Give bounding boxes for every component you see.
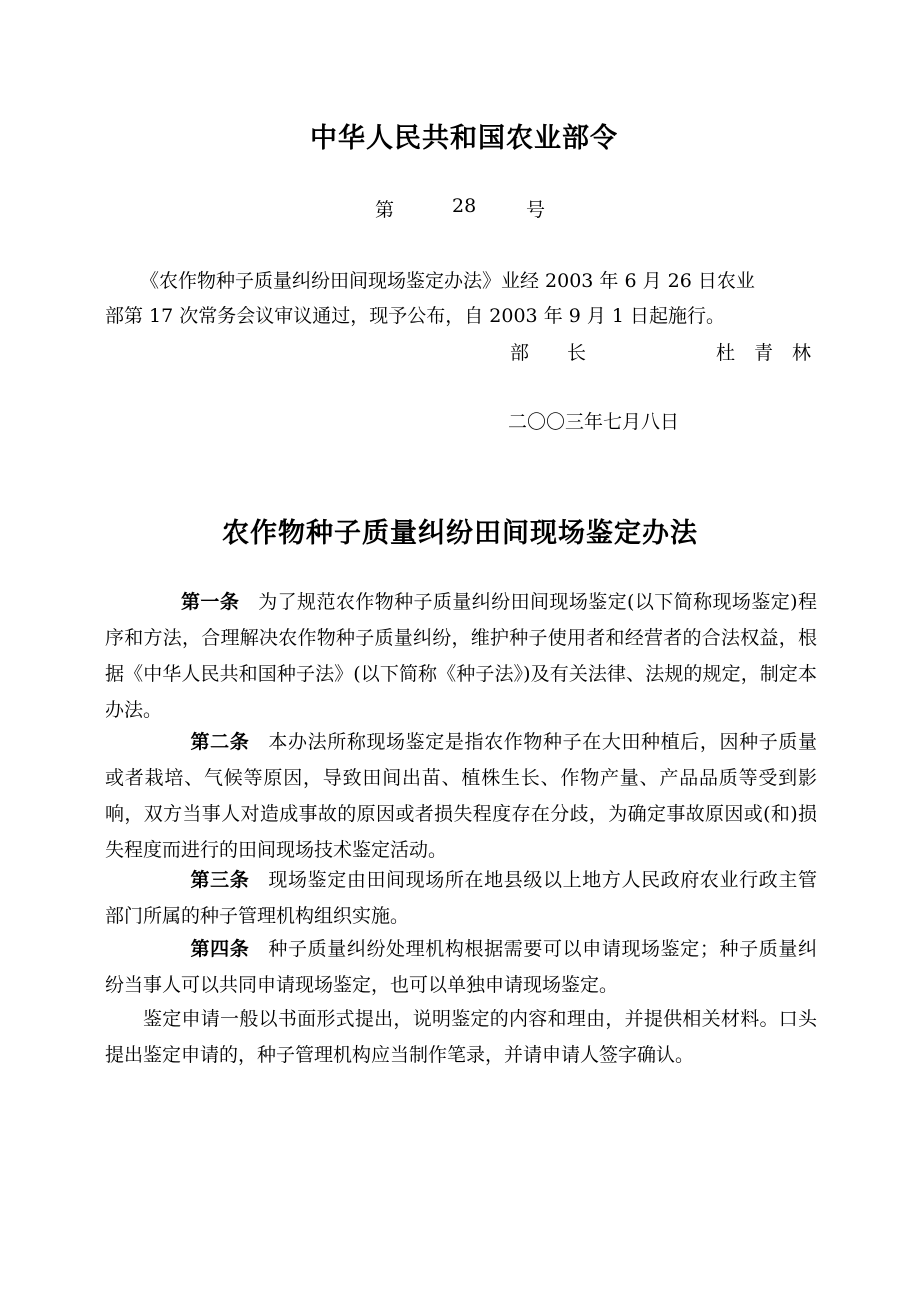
article-2-text: 本办法所称现场鉴定是指农作物种子在大田种植后，因种子质量或者栽培、气候等原因，导致田间出苗、植株生长、作物产量、产品品质等受到影响，双方当事人对造成事故的原因或者损失程度存在分歧，为确定事故原因或(和)损失程度而进行的田间现场技术鉴定活动。 [105,731,817,861]
article-2 [105,724,817,868]
minister-title: 部 长 [510,342,587,364]
article-4-label: 第四条 [190,938,250,960]
announcement-line-1: 《农作物种子质量纠纷田间现场鉴定办法》业经 2003 年 6 月 26 日农业 [140,270,755,292]
article-4-text: 种子质量纠纷处理机构根据需要可以申请现场鉴定；种子质量纠纷当事人可以共同申请现场鉴定，也可以单独申请现场鉴定。 [105,938,817,996]
decree-number-prefix: 第 [375,199,395,221]
announcement-line-2: 部第 17 次常务会议审议通过，现予公布，自 2003 年 9 月 1 日起施行。 [105,305,726,327]
regulation-title: 农作物种子质量纠纷田间现场鉴定办法 [222,518,698,549]
application-paragraph: 鉴定申请一般以书面形式提出，说明鉴定的内容和理由，并提供相关材料。口头提出鉴定申请的，种子管理机构应当制作笔录，并请申请人签字确认。 [105,1008,817,1066]
article-1-label: 第一条 [181,591,240,613]
decree-number-suffix: 号 [526,199,546,221]
article-3-text: 现场鉴定由田间现场所在地县级以上地方人民政府农业行政主管部门所属的种子管理机构组织实施。 [105,869,817,927]
article-3-label: 第三条 [190,869,250,891]
article-2-label: 第二条 [190,731,250,753]
article-3 [105,862,817,934]
decree-date: 二〇〇三年七月八日 [508,411,680,433]
article-4 [105,931,817,1003]
minister-name: 杜 青 林 [716,342,812,364]
decree-number: 28 [452,195,477,217]
article-1 [105,584,817,728]
decree-title: 中华人民共和国农业部令 [310,123,618,154]
article-1-text: 为了规范农作物种子质量纠纷田间现场鉴定(以下简称现场鉴定)程序和方法，合理解决农作物种子质量纠纷，维护种子使用者和经营者的合法权益，根据《中华人民共和国种子法》(以下简称《种子法》)及有关法律、法规的规定，制定本办法。 [105,591,817,721]
